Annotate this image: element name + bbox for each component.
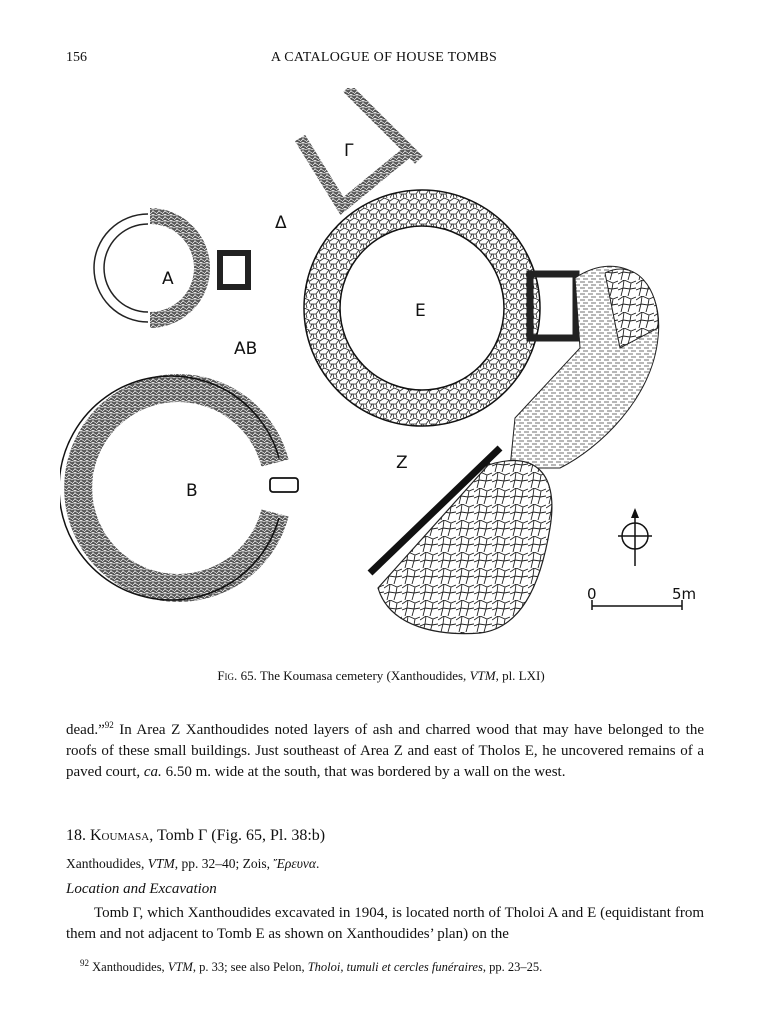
- site-plan-drawing: [60, 88, 720, 648]
- footnote-number: 92: [80, 957, 89, 968]
- footnote-ref-92[interactable]: 92: [104, 720, 114, 730]
- entry-rest: , Tomb Γ (Fig. 65, Pl. 38:b): [149, 827, 326, 844]
- label-ab: AB: [234, 339, 258, 359]
- biblio-author: Xanthoudides,: [66, 856, 148, 871]
- biblio-vtm: VTM: [147, 856, 175, 871]
- label-e: E: [415, 301, 426, 321]
- scale-start: 0: [587, 585, 597, 603]
- paragraph-area-z: [66, 720, 704, 783]
- footnote-vtm: VTM: [167, 960, 193, 974]
- biblio-ereuna: Ἔρευνα: [273, 856, 317, 871]
- paragraph1-end: 6.50 m. wide at the south, that was bordered by a wall on the west.: [161, 764, 566, 780]
- page-header: [66, 50, 702, 70]
- label-delta: Δ: [275, 213, 287, 233]
- bibliography-line: [66, 856, 319, 872]
- footnote-book: Tholoi, tumuli et cercles funéraires: [307, 960, 483, 974]
- tholos-a: [94, 214, 248, 322]
- page-number: 156: [66, 50, 87, 65]
- running-title: A CATALOGUE OF HOUSE TOMBS: [270, 50, 498, 65]
- north-arrow-icon: [618, 508, 652, 566]
- scale-end: 5m: [672, 585, 697, 603]
- label-z: Z: [396, 453, 408, 473]
- tholos-e: [304, 190, 576, 426]
- caption-text: 65. The Koumasa cemetery (Xanthoudides,: [240, 668, 470, 683]
- tholos-b: [60, 376, 298, 600]
- section-subheading: Location and Excavation: [66, 881, 217, 897]
- caption-text-end: , pl. LXI): [495, 668, 545, 683]
- biblio-end: .: [316, 856, 320, 871]
- caption-vtm: VTM: [469, 668, 496, 683]
- figure-caption: [0, 668, 762, 684]
- catalogue-entry-heading: [66, 827, 325, 845]
- footnote-author: Xanthoudides,: [89, 960, 168, 974]
- footnote-end: , pp. 23–25.: [482, 960, 543, 974]
- tomb-gamma-walls: [300, 92, 415, 206]
- label-b: B: [186, 481, 198, 501]
- paragraph1-ca: ca.: [143, 764, 162, 780]
- entry-site: Koumasa: [90, 827, 150, 844]
- entry-number: 18.: [66, 827, 90, 844]
- scale-bar: [587, 585, 696, 610]
- caption-fig-label: Fig.: [217, 668, 238, 683]
- paragraph1-middle: In Area Z Xanthoudides noted layers of ash and charred wood that may have belonged to the roofs of these small buildings. Just southeast of Area Z and east of Tholos E, he uncovered remains of a paved court,: [66, 722, 704, 780]
- paragraph-location: Tomb Γ, which Xanthoudides excavated in 1904, is located north of Tholoi A and E (equidistant from them and not adjacent to Tomb E as shown on Xanthoudides’ plan) on the: [66, 905, 704, 942]
- label-gamma: Γ: [344, 141, 354, 161]
- paragraph1-start: dead.”: [66, 722, 105, 738]
- biblio-pages: , pp. 32–40; Zois,: [174, 856, 274, 871]
- label-a: A: [162, 269, 174, 289]
- footnote-92: [80, 957, 543, 975]
- footnote-mid: , p. 33; see also Pelon,: [192, 960, 308, 974]
- koumasa-plan-figure: [60, 88, 720, 648]
